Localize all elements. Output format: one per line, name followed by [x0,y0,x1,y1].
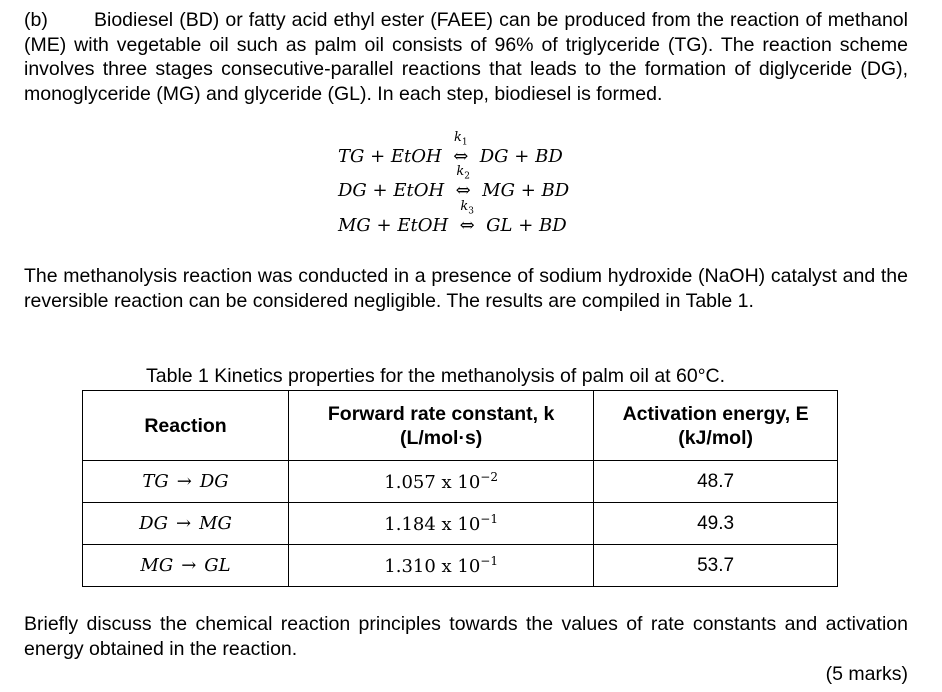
question-label: (b) [24,9,48,31]
header-activation-energy: Activation energy, E (kJ/mol) [594,391,838,461]
equation-lhs: MG + EtOH [338,215,449,236]
rate-constant-cell: 1.310 x $10^{-1}$ [289,545,594,587]
equation-rhs: GL + BD [486,215,567,236]
rate-constant-cell: 1.057 x $10^{-2}$ [289,461,594,503]
table-row [83,545,838,587]
rate-constant-cell: 1.184 x $10^{-1}$ [289,503,594,545]
equilibrium-arrow: $k_2$ ⇔ [450,180,476,201]
rate-constant-label: $k_1$ [453,130,468,148]
activation-energy-cell: 49.3 [594,503,838,545]
table-caption: Table 1 Kinetics properties for the methanolysis of palm oil at 60°C. [146,365,726,387]
equation-lhs: DG + EtOH [338,180,445,201]
activation-energy-cell: 53.7 [594,545,838,587]
question-intro [24,8,908,106]
equilibrium-arrow: $k_1$ ⇔ [448,146,474,167]
paragraph-conditions: The methanolysis reaction was conducted in a presence of sodium hydroxide (NaOH) catalyst and the reversible reaction can be considered negligible. The results are compiled in Table 1. [24,265,908,312]
header-reaction: Reaction [83,391,289,461]
marks-label: (5 marks) [825,663,908,685]
table-header-row [83,391,838,461]
reaction-equation-3 [338,199,567,247]
header-rate-constant: Forward rate constant, k (L/mol·s) [289,391,594,461]
intro-text: Biodiesel (BD) or fatty acid ethyl ester (FAEE) can be produced from the reaction of methanol (ME) with vegetable oil such as palm oil consists of 96% of triglyceride (TG). The reaction scheme involves three stages consecutive-parallel reactions that leads to the formation of diglyceride (DG), monoglyceride (MG) and glyceride (GL). In each step, biodiesel is formed. [24,9,908,105]
equation-rhs: DG + BD [479,146,563,167]
activation-energy-cell: 48.7 [594,461,838,503]
rate-constant-label: $k_3$ [460,199,474,217]
table-row [83,461,838,503]
equilibrium-arrow: $k_3$ ⇔ [454,215,480,236]
reaction-cell: DG → MG [83,503,289,545]
table-row [83,503,838,545]
kinetics-table [82,390,838,587]
question-prompt: Briefly discuss the chemical reaction principles towards the values of rate constants and activation energy obtained in the reaction. [24,613,908,660]
rate-constant-label: $k_2$ [456,164,470,182]
reaction-cell: TG → DG [83,461,289,503]
reaction-cell: MG → GL [83,545,289,587]
equation-lhs: TG + EtOH [338,146,442,167]
equation-rhs: MG + BD [482,180,570,201]
